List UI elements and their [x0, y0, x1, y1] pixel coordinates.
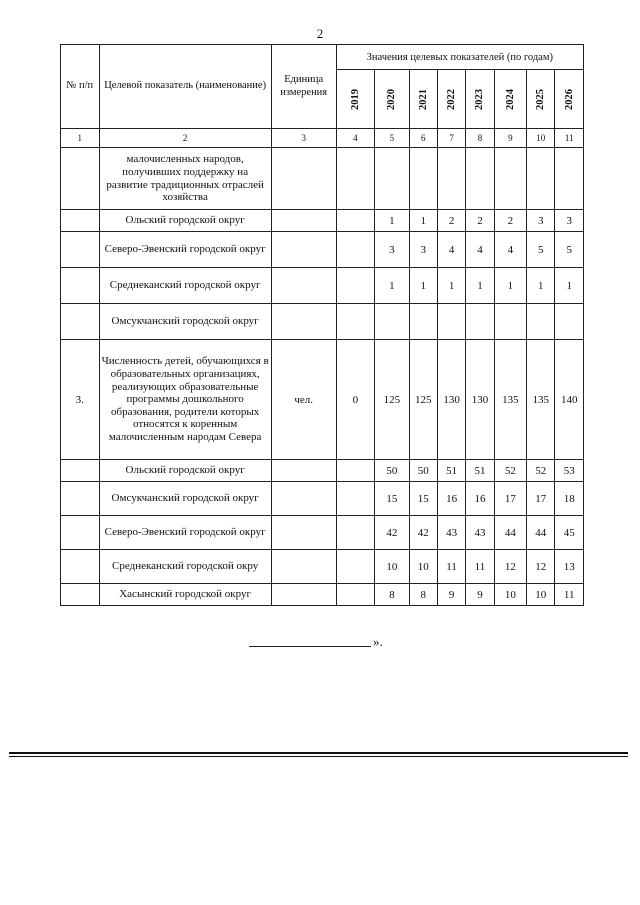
row-unit: [271, 550, 336, 584]
row-value: 51: [437, 460, 465, 482]
row-value: 42: [409, 516, 437, 550]
row-value: 51: [466, 460, 494, 482]
header-year: 2021: [409, 70, 437, 129]
column-index: 5: [375, 129, 409, 148]
row-indicator-name: Омсукчанский городской округ: [99, 482, 271, 516]
row-value: 1: [494, 268, 526, 304]
row-value: 45: [555, 516, 584, 550]
row-value: 53: [555, 460, 584, 482]
column-index: 1: [61, 129, 100, 148]
row-value: [336, 148, 375, 210]
row-value: 17: [494, 482, 526, 516]
row-value: 140: [555, 340, 584, 460]
table-row: [61, 550, 584, 584]
row-num: 3.: [61, 340, 100, 460]
table-row: [61, 584, 584, 606]
row-value: 1: [437, 268, 465, 304]
row-value: 44: [527, 516, 555, 550]
row-num: [61, 268, 100, 304]
row-indicator-name: Омсукчанский городской округ: [99, 304, 271, 340]
row-value: [494, 304, 526, 340]
row-value: 16: [466, 482, 494, 516]
row-value: 130: [437, 340, 465, 460]
row-value: 10: [494, 584, 526, 606]
header-values-group: Значения целевых показателей (по годам): [336, 45, 583, 70]
header-year: 2022: [437, 70, 465, 129]
row-value: [336, 304, 375, 340]
column-index: 3: [271, 129, 336, 148]
row-indicator-name: Северо-Эвенский городской округ: [99, 232, 271, 268]
row-indicator-name: Хасынский городской округ: [99, 584, 271, 606]
row-value: 50: [409, 460, 437, 482]
header-year: 2024: [494, 70, 526, 129]
row-value: 4: [466, 232, 494, 268]
row-num: [61, 482, 100, 516]
row-value: 1: [527, 268, 555, 304]
row-value: 9: [466, 584, 494, 606]
row-indicator-name: Среднеканский городской округ: [99, 268, 271, 304]
closing-mark: ».: [373, 634, 383, 649]
bottom-rule: [9, 752, 628, 754]
row-value: 1: [375, 210, 409, 232]
header-year: 2025: [527, 70, 555, 129]
column-index: 6: [409, 129, 437, 148]
row-value: 1: [409, 210, 437, 232]
row-value: [466, 304, 494, 340]
row-value: [336, 210, 375, 232]
row-indicator-name: малочисленных народов, получивших поддержку на развитие традиционных отраслей хозяйства: [99, 148, 271, 210]
table-row: [61, 460, 584, 482]
row-value: 44: [494, 516, 526, 550]
row-value: [437, 304, 465, 340]
row-value: 12: [527, 550, 555, 584]
row-value: 3: [555, 210, 584, 232]
row-value: 43: [437, 516, 465, 550]
row-unit: [271, 148, 336, 210]
row-value: 3: [409, 232, 437, 268]
row-num: [61, 210, 100, 232]
row-value: 1: [409, 268, 437, 304]
bottom-rule-thin: [9, 756, 628, 757]
row-value: 2: [466, 210, 494, 232]
row-value: 1: [466, 268, 494, 304]
row-unit: [271, 584, 336, 606]
row-value: 10: [527, 584, 555, 606]
header-unit: Единица измерения: [271, 45, 336, 129]
row-value: 13: [555, 550, 584, 584]
row-value: [409, 304, 437, 340]
row-value: [437, 148, 465, 210]
row-value: [555, 304, 584, 340]
row-indicator-name: Среднеканский городской окру: [99, 550, 271, 584]
row-value: 5: [555, 232, 584, 268]
row-value: 42: [375, 516, 409, 550]
row-unit: [271, 210, 336, 232]
header-year: 2026: [555, 70, 584, 129]
table-row: [61, 516, 584, 550]
row-num: [61, 304, 100, 340]
table-row: [61, 304, 584, 340]
row-value: 4: [437, 232, 465, 268]
table-row: [61, 210, 584, 232]
row-value: 125: [375, 340, 409, 460]
row-value: [336, 550, 375, 584]
row-num: [61, 232, 100, 268]
row-value: 2: [437, 210, 465, 232]
column-index: 7: [437, 129, 465, 148]
row-value: 10: [409, 550, 437, 584]
column-index: 10: [527, 129, 555, 148]
row-value: 12: [494, 550, 526, 584]
row-value: [527, 148, 555, 210]
row-value: [336, 516, 375, 550]
page-number: 2: [316, 26, 324, 41]
row-num: [61, 148, 100, 210]
row-value: 15: [375, 482, 409, 516]
row-unit: [271, 516, 336, 550]
row-num: [61, 584, 100, 606]
row-value: 4: [494, 232, 526, 268]
column-index-row: [61, 129, 584, 148]
signature-line: [249, 646, 371, 647]
table-row: [61, 268, 584, 304]
target-indicators-table: [60, 44, 584, 606]
row-value: 135: [527, 340, 555, 460]
row-unit: [271, 232, 336, 268]
row-value: 3: [527, 210, 555, 232]
header-year: 2020: [375, 70, 409, 129]
row-value: 135: [494, 340, 526, 460]
row-value: [494, 148, 526, 210]
row-value: 2: [494, 210, 526, 232]
row-value: 10: [375, 550, 409, 584]
row-value: 1: [555, 268, 584, 304]
row-num: [61, 550, 100, 584]
row-value: 11: [437, 550, 465, 584]
row-value: 11: [466, 550, 494, 584]
row-indicator-name: Северо-Эвенский городской округ: [99, 516, 271, 550]
column-index: 4: [336, 129, 375, 148]
row-value: [527, 304, 555, 340]
table-row: [61, 232, 584, 268]
row-value: 1: [375, 268, 409, 304]
row-indicator-name: Численность детей, обучающихся в образовательных организациях, реализующих образовательные программы дошкольного образования, родители которых относятся к коренным малочисленным народам Севера: [99, 340, 271, 460]
row-value: 52: [527, 460, 555, 482]
row-value: 17: [527, 482, 555, 516]
row-value: 5: [527, 232, 555, 268]
row-value: [336, 268, 375, 304]
table-row: [61, 482, 584, 516]
row-num: [61, 460, 100, 482]
row-num: [61, 516, 100, 550]
row-value: 9: [437, 584, 465, 606]
header-num: № п/п: [61, 45, 100, 129]
row-value: 125: [409, 340, 437, 460]
row-value: [466, 148, 494, 210]
row-value: [555, 148, 584, 210]
row-value: [375, 148, 409, 210]
row-value: [375, 304, 409, 340]
column-index: 9: [494, 129, 526, 148]
table-row: [61, 148, 584, 210]
row-unit: [271, 304, 336, 340]
row-value: 8: [409, 584, 437, 606]
row-value: 0: [336, 340, 375, 460]
header-name: Целевой показатель (наименование): [99, 45, 271, 129]
row-value: 15: [409, 482, 437, 516]
table-row: [61, 340, 584, 460]
row-unit: [271, 460, 336, 482]
header-year: 2019: [336, 70, 375, 129]
column-index: 2: [99, 129, 271, 148]
row-value: [409, 148, 437, 210]
row-value: 16: [437, 482, 465, 516]
column-index: 11: [555, 129, 584, 148]
row-unit: чел.: [271, 340, 336, 460]
row-value: 8: [375, 584, 409, 606]
row-value: 50: [375, 460, 409, 482]
row-value: [336, 460, 375, 482]
row-value: 11: [555, 584, 584, 606]
row-value: 52: [494, 460, 526, 482]
row-indicator-name: Ольский городской округ: [99, 460, 271, 482]
row-value: [336, 232, 375, 268]
row-value: 130: [466, 340, 494, 460]
row-value: [336, 584, 375, 606]
header-year: 2023: [466, 70, 494, 129]
row-value: 43: [466, 516, 494, 550]
row-value: 3: [375, 232, 409, 268]
row-value: [336, 482, 375, 516]
row-unit: [271, 268, 336, 304]
row-indicator-name: Ольский городской округ: [99, 210, 271, 232]
row-value: 18: [555, 482, 584, 516]
row-unit: [271, 482, 336, 516]
column-index: 8: [466, 129, 494, 148]
